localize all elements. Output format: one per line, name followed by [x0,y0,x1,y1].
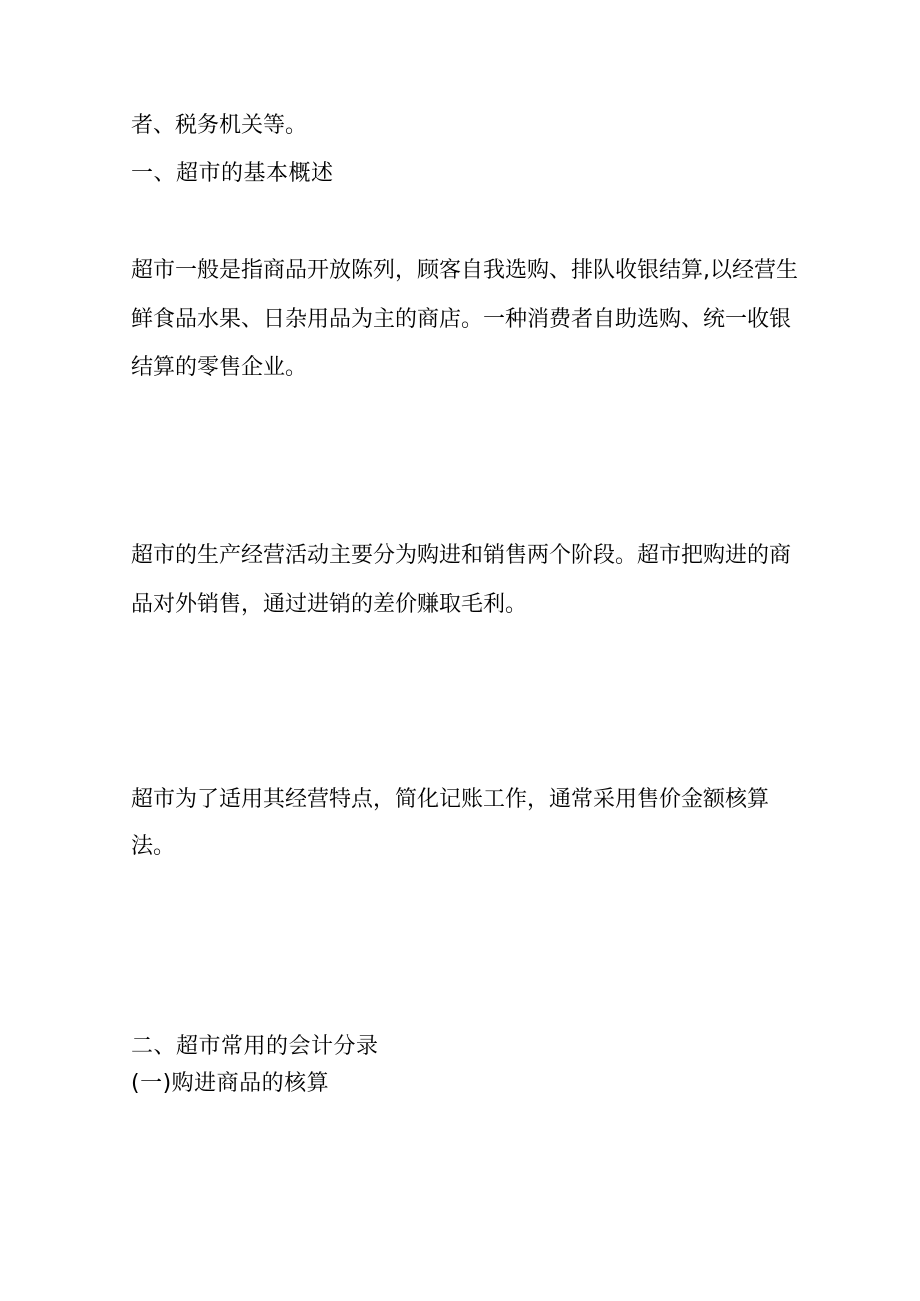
subsection-heading-1: (一)购进商品的核算 [131,1071,330,1096]
section-heading-1: 一、超市的基本概述 [131,161,334,186]
paragraph-3-line-2: 法。 [131,834,176,859]
paragraph-2-line-2: 品对外销售，通过进销的差价赚取毛利。 [131,592,528,617]
paragraph-1-line-1: 超市一般是指商品开放陈列，顾客自我选购、排队收银结算,以经营生 [131,258,798,283]
paragraph-1-line-2: 鲜食品水果、日杂用品为主的商店。一种消费者自助选购、统一收银 [131,307,792,332]
text-line-continuation: 者、税务机关等。 [131,113,308,138]
paragraph-2-line-1: 超市的生产经营活动主要分为购进和销售两个阶段。超市把购进的商 [131,543,792,568]
section-heading-2: 二、超市常用的会计分录 [131,1034,379,1059]
paragraph-3-line-1: 超市为了适用其经营特点，简化记账工作，通常采用售价金额核算 [131,787,770,812]
paragraph-1-line-3: 结算的零售企业。 [131,355,308,380]
